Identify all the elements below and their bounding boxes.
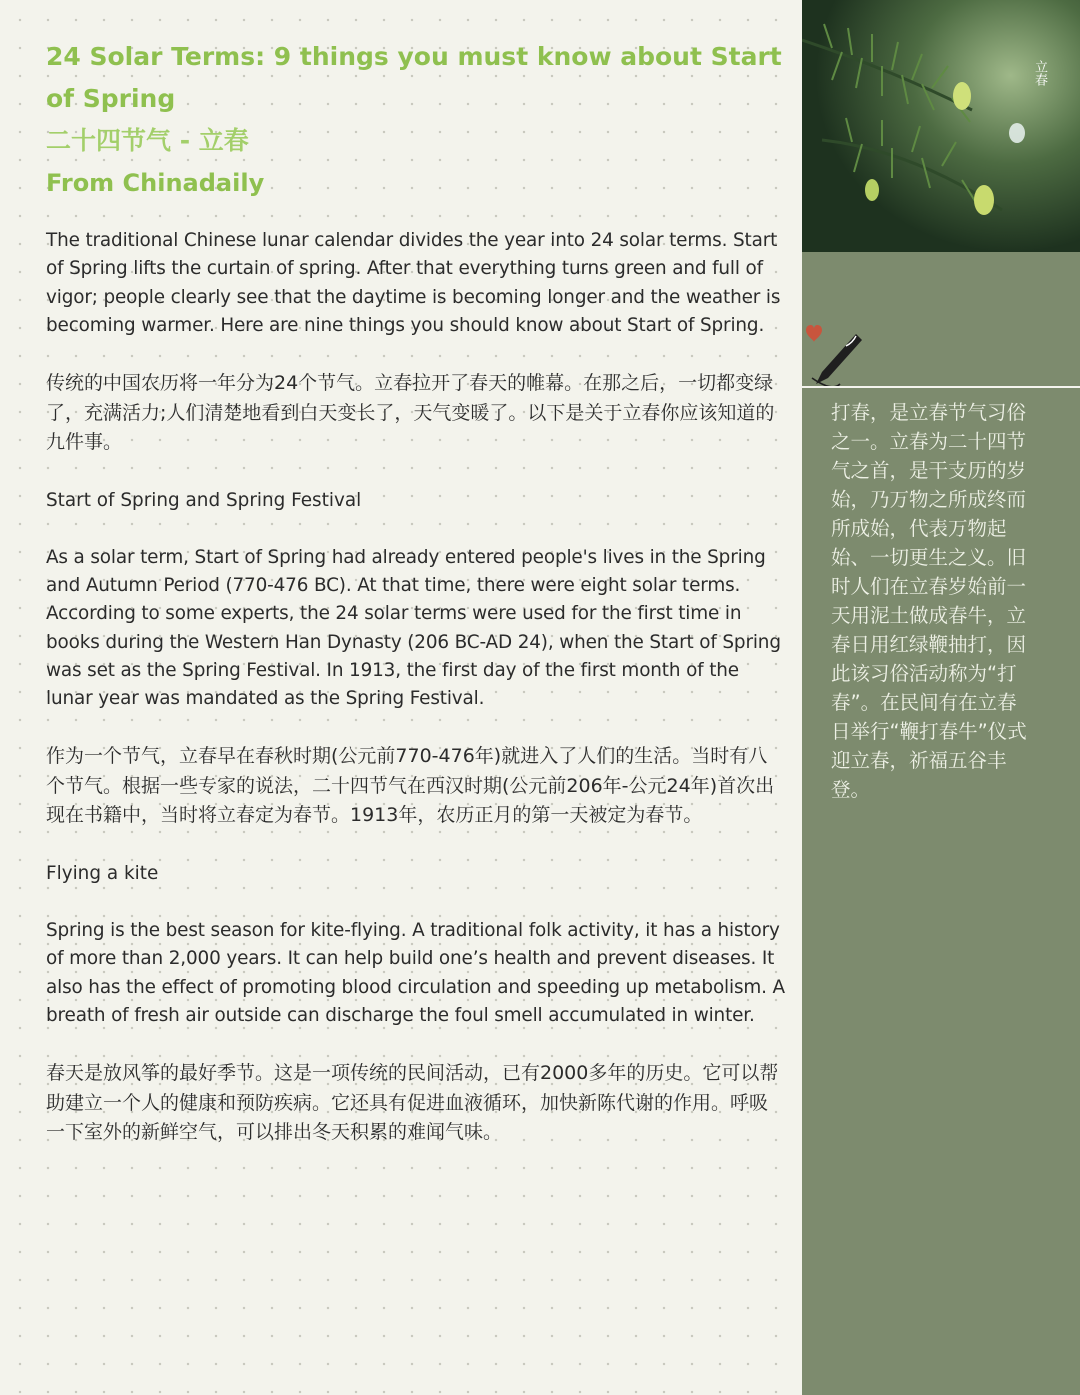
article-source: From Chinadaily (46, 169, 265, 197)
paragraph-spring-festival-cn: 作为一个节气，立春早在春秋时期(公元前770-476年)就进入了人们的生活。当时有八个节气。根据一些专家的说法，二十四节气在西汉时期(公元前206年-公元24年)首次出现在书籍中，当时将立春定为春节。1913年，农历正月的第一天被定为春节。 (46, 745, 775, 827)
section-heading-spring-festival: Start of Spring and Spring Festival (46, 489, 362, 511)
article-title-en: 24 Solar Terms: 9 things you must know about Start of Spring (46, 42, 782, 113)
paragraph-kite-cn: 春天是放风筝的最好季节。这是一项传统的民间活动，已有2000多年的历史。它可以帮助建立一个人的健康和预防疾病。它还具有促进血液循环，加快新陈代谢的作用。呼吸一下室外的新鲜空气，可以排出冬天积累的难闻气味。 (46, 1062, 779, 1144)
section-heading-kite: Flying a kite (46, 862, 159, 884)
pine-branch-photo (802, 0, 1080, 252)
paragraph-kite-en: Spring is the best season for kite-flying. A traditional folk activity, it has a history of more than 2,000 years. It can help build one’s health and prevent diseases. It also has the effect of promoting blood circulation and speeding up metabolism. A breath of fresh air outside can discharge the foul smell accumulated in winter. (46, 919, 785, 1026)
article-content (46, 36, 786, 1177)
paragraph-spring-festival-en: As a solar term, Start of Spring had already entered people's lives in the Spring and Autumn Period (770-476 BC). At that time, there were eight solar terms. According to some experts, the 24 solar terms were used for the first time in books during the Western Han Dynasty (206 BC-AD 24), when the Start of Spring was set as the Spring Festival. In 1913, the first day of the first month of the lunar year was mandated as the Spring Festival. (46, 546, 781, 710)
pine-branch-illustration (802, 0, 1080, 252)
article-title-cn: 二十四节气 - 立春 (46, 126, 249, 155)
fountain-pen-icon (802, 318, 872, 390)
sidebar (802, 0, 1080, 1395)
paragraph-intro-en: The traditional Chinese lunar calendar divides the year into 24 solar terms. Start of Spring lifts the curtain of spring. After that everything turns green and full of vigor; people clearly see that the daytime is becoming longer and the weather is becoming warmer. Here are nine things you should know about Start of Spring. (46, 230, 781, 336)
paragraph-intro-cn: 传统的中国农历将一年分为24个节气。立春拉开了春天的帷幕。在那之后，一切都变绿了，充满活力;人们清楚地看到白天变长了，天气变暖了。以下是关于立春你应该知道的九件事。 (46, 372, 775, 454)
photo-caption: 立春 (1032, 60, 1047, 86)
sidebar-text: 打春，是立春节气习俗之一。立春为二十四节气之首，是干支历的岁始，乃万物之所成终而所成始，代表万物起始、一切更生之义。旧时人们在立春岁始前一天用泥土做成春牛，立春日用红绿鞭抽打，因此该习俗活动称为“打春”。在民间有在立春日举行“鞭打春牛”仪式迎立春，祈福五谷丰登。 (831, 401, 1027, 801)
sidebar-divider (802, 386, 1080, 388)
